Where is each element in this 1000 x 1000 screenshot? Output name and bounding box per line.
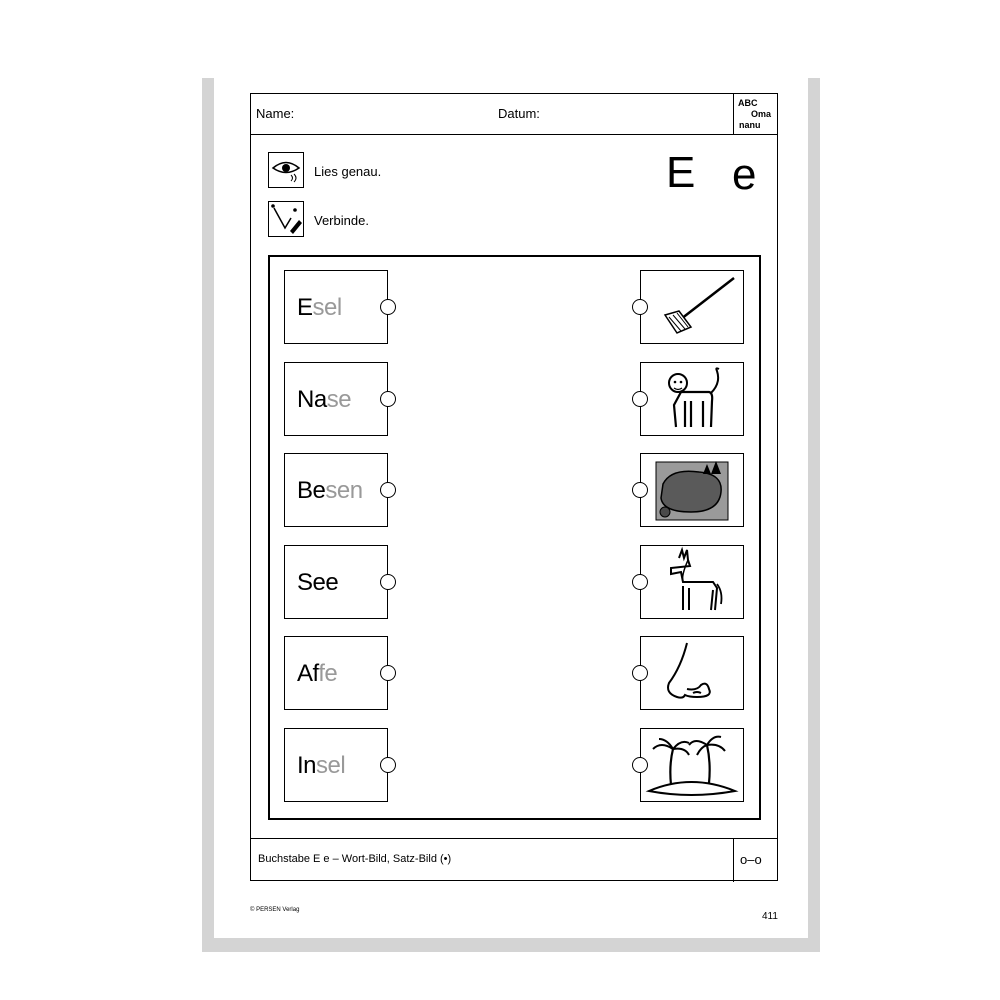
word-connect-dot[interactable] xyxy=(380,299,396,315)
word-card xyxy=(284,453,388,527)
picture-connect-dot[interactable] xyxy=(632,299,648,315)
word-connect-dot[interactable] xyxy=(380,391,396,407)
picture-connect-dot[interactable] xyxy=(632,757,648,773)
word-hollow: sen xyxy=(325,477,363,504)
word-plain: In xyxy=(297,752,317,779)
word-plain: Af xyxy=(297,660,319,687)
picture-card xyxy=(640,728,744,802)
word-connect-dot[interactable] xyxy=(380,665,396,681)
picture-card xyxy=(640,453,744,527)
letter-uppercase: E xyxy=(666,148,696,197)
word-hollow: se xyxy=(326,386,352,413)
word-card xyxy=(284,362,388,436)
broom-icon xyxy=(641,271,743,343)
word-connect-dot[interactable] xyxy=(380,482,396,498)
word-card xyxy=(284,270,388,344)
picture-card xyxy=(640,545,744,619)
monkey-icon xyxy=(641,363,743,435)
page-number: 411 xyxy=(762,911,778,922)
nose-icon xyxy=(641,637,743,709)
instruction-connect: Verbinde. xyxy=(314,213,369,228)
word-hollow: sel xyxy=(312,294,342,321)
letter-lowercase: e xyxy=(732,150,757,199)
word-plain: E xyxy=(297,294,313,321)
copyright-notice: © PERSEN Verlag xyxy=(250,907,300,913)
picture-card xyxy=(640,362,744,436)
picture-card xyxy=(640,270,744,344)
footer-symbol-divider xyxy=(733,838,734,882)
date-label: Datum: xyxy=(498,106,540,121)
word-connect-dot[interactable] xyxy=(380,574,396,590)
word-card xyxy=(284,545,388,619)
difficulty-symbol: o–o xyxy=(740,852,762,867)
name-label: Name: xyxy=(256,106,295,121)
donkey-icon xyxy=(641,546,743,618)
footer-divider xyxy=(251,838,777,839)
worksheet-title: Buchstabe E e – Wort-Bild, Satz-Bild (•) xyxy=(258,853,452,865)
word-card xyxy=(284,728,388,802)
eye-icon xyxy=(268,152,304,188)
word-connect-dot[interactable] xyxy=(380,757,396,773)
word-plain: See xyxy=(297,569,339,596)
picture-connect-dot[interactable] xyxy=(632,482,648,498)
abc-line-2: Oma xyxy=(751,109,772,119)
abc-line-3: nanu xyxy=(739,120,761,130)
picture-card xyxy=(640,636,744,710)
word-card xyxy=(284,636,388,710)
word-hollow: sel xyxy=(316,752,346,779)
picture-connect-dot[interactable] xyxy=(632,665,648,681)
instruction-read: Lies genau. xyxy=(314,164,382,179)
lake-icon xyxy=(641,454,743,526)
word-plain: Na xyxy=(297,386,327,413)
header-divider xyxy=(251,134,777,135)
connect-pencil-icon xyxy=(268,201,304,237)
abc-line-1: ABC xyxy=(738,98,758,108)
header-abc-divider xyxy=(733,94,734,134)
word-plain: Be xyxy=(297,477,326,504)
picture-connect-dot[interactable] xyxy=(632,391,648,407)
island-icon xyxy=(641,729,743,801)
word-hollow: fe xyxy=(318,660,338,687)
picture-connect-dot[interactable] xyxy=(632,574,648,590)
